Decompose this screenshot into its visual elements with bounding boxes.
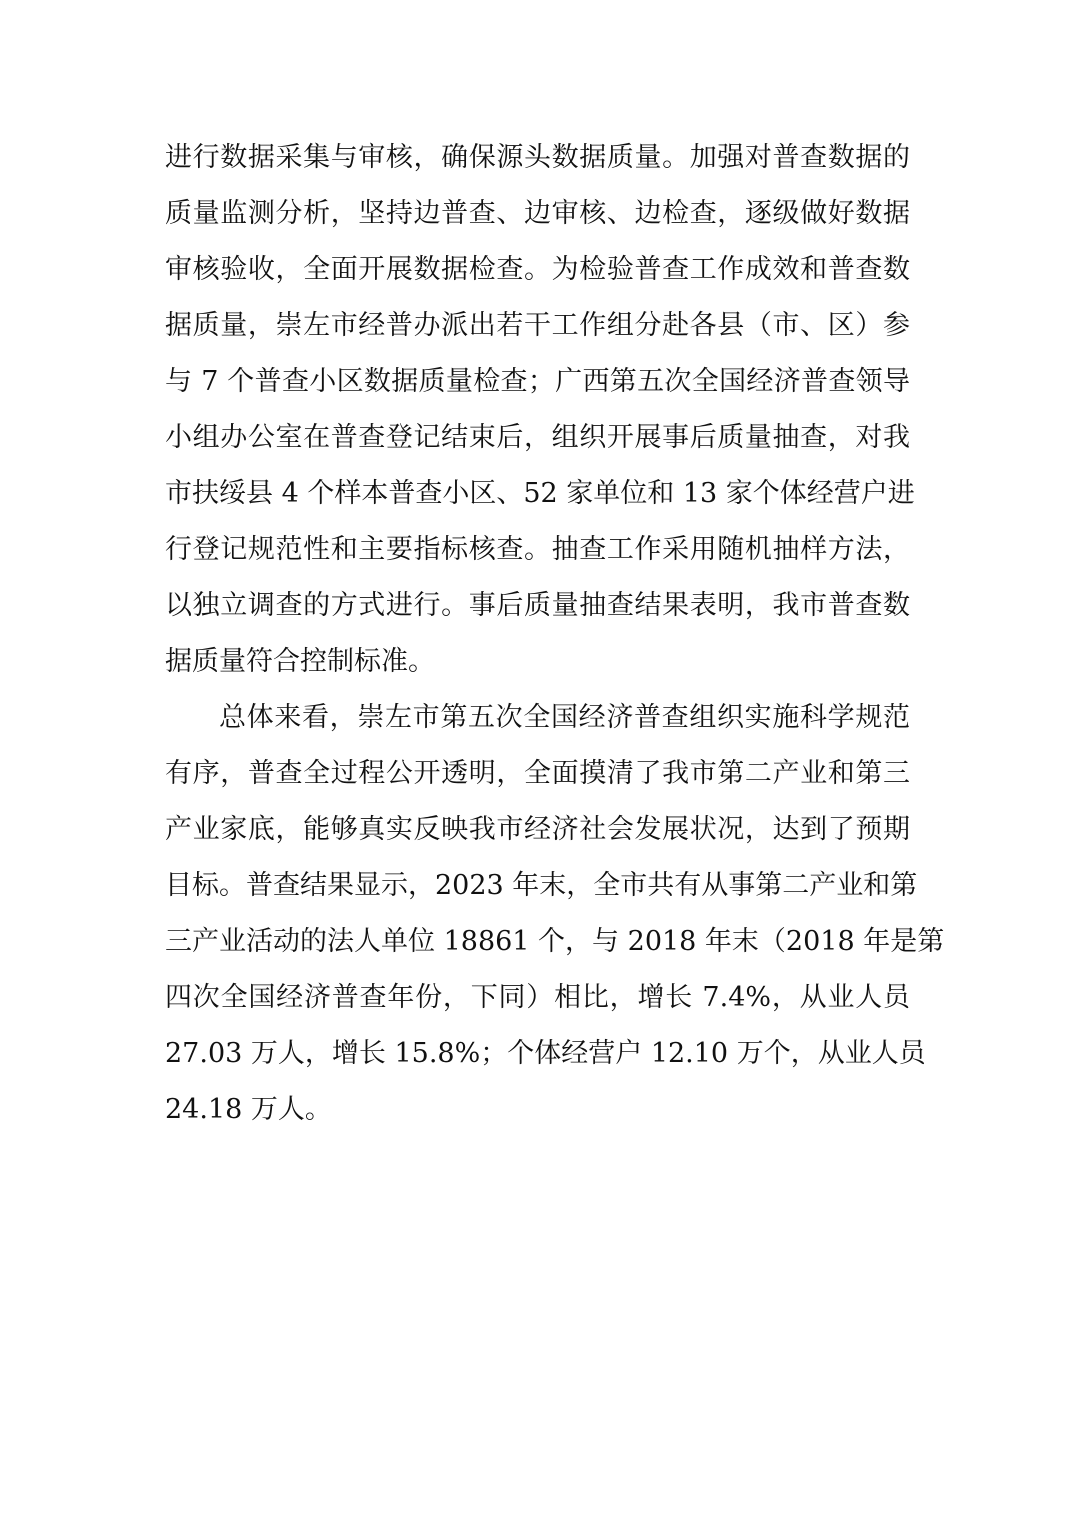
text-line-8: 行登记规范性和主要指标核查。抽查工作采用随机抽样方法， [165, 534, 910, 565]
text-line-2: 质量监测分析，坚持边普查、边审核、边检查，逐级做好数据 [165, 198, 910, 229]
text-line-7: 市扶绥县 4 个样本普查小区、52 家单位和 13 家个体经营户进 [165, 478, 915, 509]
text-line-1: 进行数据采集与审核，确保源头数据质量。加强对普查数据的 [165, 142, 910, 173]
text-line-18: 24.18 万人。 [165, 1094, 332, 1125]
text-line-16: 四次全国经济普查年份，下同）相比，增长 7.4%，从业人员 [165, 982, 910, 1013]
text-line-4: 据质量，崇左市经普办派出若干工作组分赴各县（市、区）参 [165, 310, 910, 341]
text-line-3: 审核验收，全面开展数据检查。为检验普查工作成效和普查数 [165, 254, 910, 285]
text-line-15: 三产业活动的法人单位 18861 个，与 2018 年末（2018 年是第 [165, 926, 945, 957]
text-line-11: 总体来看，崇左市第五次全国经济普查组织实施科学规范 [219, 702, 910, 733]
text-line-14: 目标。普查结果显示，2023 年末，全市共有从事第二产业和第 [165, 870, 918, 901]
text-line-13: 产业家底，能够真实反映我市经济社会发展状况，达到了预期 [165, 814, 910, 845]
text-line-6: 小组办公室在普查登记结束后，组织开展事后质量抽查，对我 [165, 422, 910, 453]
text-line-12: 有序，普查全过程公开透明，全面摸清了我市第二产业和第三 [165, 758, 910, 789]
text-line-5: 与 7 个普查小区数据质量检查；广西第五次全国经济普查领导 [165, 366, 910, 397]
text-line-17: 27.03 万人，增长 15.8%；个体经营户 12.10 万个，从业人员 [165, 1038, 926, 1069]
text-line-9: 以独立调查的方式进行。事后质量抽查结果表明，我市普查数 [165, 590, 910, 621]
text-line-10: 据质量符合控制标准。 [165, 646, 435, 677]
